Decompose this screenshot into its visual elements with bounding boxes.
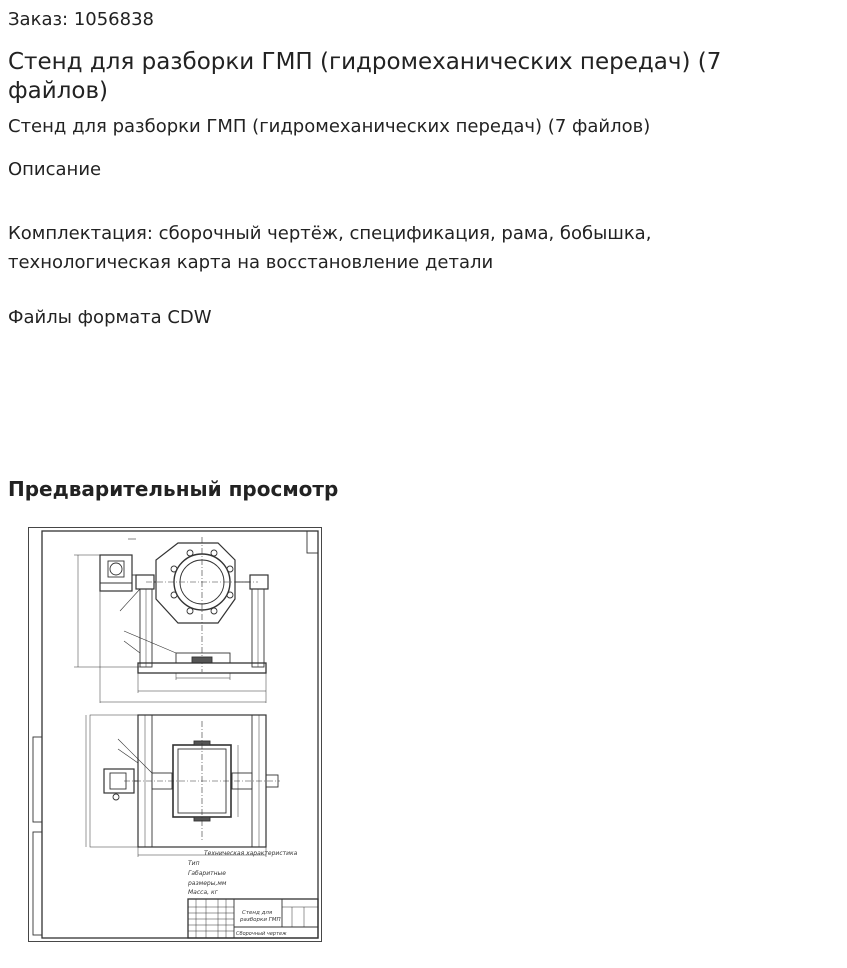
right-arm [250,575,268,589]
margin-strip-top [33,737,42,822]
bolt-hole [171,566,177,572]
description-body: Комплектация: сборочный чертёж, спецификация, рама, бобышка, технологическая карта на восстановление детали [8,223,652,273]
corner-cell [307,531,318,553]
leader-line [120,589,140,611]
drawing-note-line3: Габаритные [188,870,226,877]
title-block-name2: разборки ГМП [240,917,281,923]
preview-heading: Предварительный просмотр [8,477,339,501]
product-title: Стенд для разборки ГМП (гидромеханических передач) (7 файлов) [8,49,722,104]
motor-drive-wheel [113,794,119,800]
leader-line [124,631,176,653]
title-block-name1: Стенд для [242,910,273,916]
drawing-svg [28,527,322,942]
bolt-hole [187,608,193,614]
bolt-hole [227,566,233,572]
leader-line [124,641,140,653]
table-pad [192,657,212,663]
drawing-note-line2: Тип [188,860,200,867]
bolt-hole [227,592,233,598]
bolt-hole [211,550,217,556]
title-block-doc-type: Сборочный чертеж [236,931,287,937]
product-subtitle: Стенд для разборки ГМП (гидромеханических передач) (7 файлов) [8,116,651,137]
drawing-note-line1: Техническая характеристика [204,850,298,857]
files-format: Файлы формата CDW [8,307,212,328]
description-heading: Описание [8,159,102,180]
margin-strip-bottom [33,832,42,935]
gear-motor-box [100,555,132,591]
order-number: Заказ: 1056838 [8,9,154,30]
drawing-note-line4: размеры,мм [188,880,227,887]
drawing-note-line5: Масса, кг [188,889,218,896]
preview-drawing[interactable] [28,527,322,942]
leader-line [118,739,152,773]
gear-motor-shaft [110,563,122,575]
sheet-inner-frame [42,531,318,938]
bolt-hole [171,592,177,598]
bolt-hole [187,550,193,556]
motor-top-inner [110,773,126,789]
bolt-hole [211,608,217,614]
